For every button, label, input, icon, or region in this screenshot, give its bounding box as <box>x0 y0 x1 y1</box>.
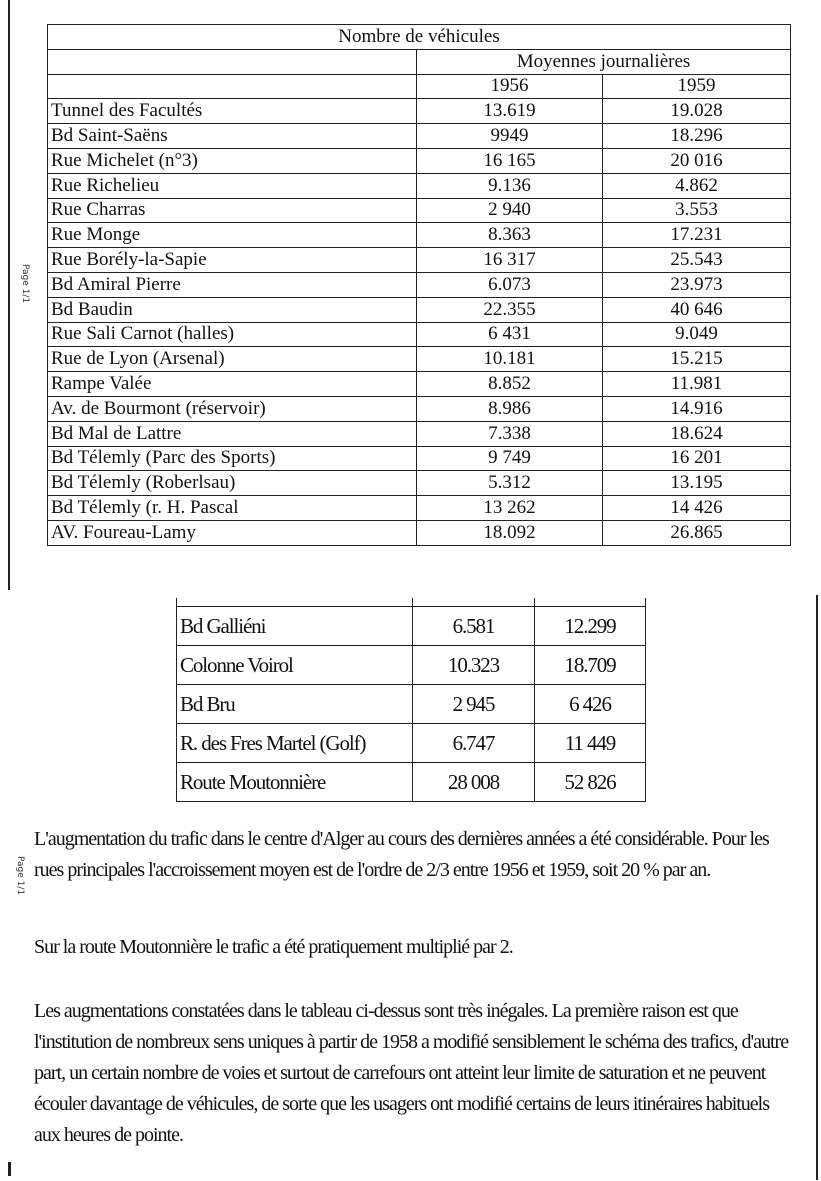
table-row <box>48 520 791 545</box>
table-row <box>48 322 791 347</box>
value-1959-cell: 40 646 <box>603 297 791 322</box>
table-title: Nombre de véhicules <box>48 25 791 50</box>
value-1959-cell: 9.049 <box>603 322 791 347</box>
value-1959-cell: 23.973 <box>603 272 791 297</box>
value-1956-cell: 16 165 <box>417 148 603 173</box>
street-name-cell: Rue Monge <box>48 223 417 248</box>
value-1956-cell: 16 317 <box>417 248 603 273</box>
value-1959-cell: 17.231 <box>603 223 791 248</box>
col-1959-header: 1959 <box>603 74 791 99</box>
value-1959-cell: 15.215 <box>603 347 791 372</box>
street-name-cell: Route Moutonnière <box>177 763 413 802</box>
table-row <box>48 396 791 421</box>
street-name-cell: Rue Sali Carnot (halles) <box>48 322 417 347</box>
value-1956-cell: 2 945 <box>413 685 535 724</box>
value-1959-cell: 6 426 <box>535 685 646 724</box>
street-name-cell: Rampe Valée <box>48 372 417 397</box>
value-1956-cell: 8.852 <box>417 372 603 397</box>
street-name-cell: R. des Fres Martel (Golf) <box>177 724 413 763</box>
table-row <box>48 496 791 521</box>
table-row <box>48 99 791 124</box>
value-1956-cell: 9949 <box>417 124 603 149</box>
street-name-cell: Colonne Voirol <box>177 646 413 685</box>
value-1956-cell: 13.619 <box>417 99 603 124</box>
vehicle-count-table-continued <box>176 598 646 802</box>
value-1959-cell: 13.195 <box>603 471 791 496</box>
paragraph-text: Les augmentations constatées dans le tableau ci-dessus sont très inégales. La première raison est que l'institution de nombreux sens uniques à partir de 1958 a modifié sensiblement le schéma des trafics, d'autre part, un certain nombre de voies et surtout de carrefours ont atteint leur limite de saturation et ne peuvent écouler davantage de véhicules, de sorte que les usagers ont modifié certains de leurs itinéraires habituels aux heures de pointe. <box>34 1000 789 1146</box>
street-name-cell: Av. de Bourmont (réservoir) <box>48 396 417 421</box>
value-1956-cell: 8.363 <box>417 223 603 248</box>
table-row <box>48 421 791 446</box>
value-1959-cell: 26.865 <box>603 520 791 545</box>
table-row <box>48 471 791 496</box>
col-1956-header: 1956 <box>417 74 603 99</box>
paragraph-text: Sur la route Moutonnière le trafic a été pratiquement multiplié par 2. <box>34 936 513 958</box>
value-1959-cell: 11.981 <box>603 372 791 397</box>
table-row <box>177 607 646 646</box>
table-row <box>48 223 791 248</box>
street-name-cell: Rue Richelieu <box>48 173 417 198</box>
value-1956-cell: 10.181 <box>417 347 603 372</box>
table-row <box>48 347 791 372</box>
value-1956-cell: 18.092 <box>417 520 603 545</box>
value-1956-cell: 13 262 <box>417 496 603 521</box>
value-1956-cell: 9 749 <box>417 446 603 471</box>
value-1956-cell: 22.355 <box>417 297 603 322</box>
value-1959-cell: 20 016 <box>603 148 791 173</box>
value-1959-cell: 18.709 <box>535 646 646 685</box>
street-name-cell: Tunnel des Facultés <box>48 99 417 124</box>
table-row <box>177 724 646 763</box>
value-1959-cell: 25.543 <box>603 248 791 273</box>
street-name-cell: Bd Télemly (Roberlsau) <box>48 471 417 496</box>
value-1956-cell: 6.747 <box>413 724 535 763</box>
value-1959-cell: 16 201 <box>603 446 791 471</box>
table-row <box>48 248 791 273</box>
value-1956-cell: 2 940 <box>417 198 603 223</box>
value-1959-cell: 19.028 <box>603 99 791 124</box>
paragraph-text: L'augmentation du trafic dans le centre d'Alger au cours des dernières années a été considérable. Pour les rues principales l'accroissement moyen est de l'ordre de 2/3 entre 1956 et 1959, soit 20 % par an. <box>34 828 769 881</box>
street-name-cell: Rue Charras <box>48 198 417 223</box>
value-1959-cell: 14 426 <box>603 496 791 521</box>
value-1959-cell: 18.624 <box>603 421 791 446</box>
street-name-cell: Rue Michelet (n°3) <box>48 148 417 173</box>
left-scan-edge <box>8 0 10 590</box>
blank-header-cell <box>48 49 417 74</box>
street-name-cell: Bd Baudin <box>48 297 417 322</box>
value-1956-cell: 6.073 <box>417 272 603 297</box>
table-row <box>48 446 791 471</box>
street-name-cell: Bd Amiral Pierre <box>48 272 417 297</box>
table-top-fragment <box>413 598 535 607</box>
page-marker-bottom: Page 1/1 <box>15 856 25 896</box>
table-top-fragment <box>177 598 413 607</box>
street-name-cell: Bd Télemly (Parc des Sports) <box>48 446 417 471</box>
table-row <box>48 198 791 223</box>
value-1956-cell: 7.338 <box>417 421 603 446</box>
table-row <box>48 124 791 149</box>
right-scan-edge <box>816 595 818 1180</box>
table-row <box>48 272 791 297</box>
value-1956-cell: 6.581 <box>413 607 535 646</box>
value-1959-cell: 52 826 <box>535 763 646 802</box>
table-row <box>177 646 646 685</box>
value-1959-cell: 3.553 <box>603 198 791 223</box>
table-row <box>48 173 791 198</box>
street-name-cell: Bd Galliéni <box>177 607 413 646</box>
table-row <box>48 297 791 322</box>
value-1956-cell: 28 008 <box>413 763 535 802</box>
street-name-cell: Bd Bru <box>177 685 413 724</box>
street-name-cell: Rue Borély-la-Sapie <box>48 248 417 273</box>
value-1956-cell: 9.136 <box>417 173 603 198</box>
street-name-cell: AV. Foureau-Lamy <box>48 520 417 545</box>
paragraph-moutonniere <box>34 932 794 963</box>
value-1956-cell: 10.323 <box>413 646 535 685</box>
table-subtitle: Moyennes journalières <box>417 49 791 74</box>
value-1959-cell: 18.296 <box>603 124 791 149</box>
table-row <box>48 372 791 397</box>
street-name-cell: Rue de Lyon (Arsenal) <box>48 347 417 372</box>
value-1959-cell: 11 449 <box>535 724 646 763</box>
street-name-cell: Bd Saint-Saëns <box>48 124 417 149</box>
table-top-fragment <box>535 598 646 607</box>
page-marker-top: Page 1/1 <box>20 264 30 304</box>
value-1956-cell: 5.312 <box>417 471 603 496</box>
street-name-cell: Bd Télemly (r. H. Pascal <box>48 496 417 521</box>
table-row <box>48 148 791 173</box>
value-1959-cell: 14.916 <box>603 396 791 421</box>
blank-header-cell <box>48 74 417 99</box>
table-row <box>177 763 646 802</box>
value-1959-cell: 12.299 <box>535 607 646 646</box>
vehicle-count-table <box>47 24 791 546</box>
value-1959-cell: 4.862 <box>603 173 791 198</box>
value-1956-cell: 6 431 <box>417 322 603 347</box>
table-row <box>177 685 646 724</box>
paragraph-intro <box>34 824 794 886</box>
paragraph-analysis <box>34 996 794 1151</box>
street-name-cell: Bd Mal de Lattre <box>48 421 417 446</box>
bottom-left-mark <box>8 1162 11 1176</box>
value-1956-cell: 8.986 <box>417 396 603 421</box>
